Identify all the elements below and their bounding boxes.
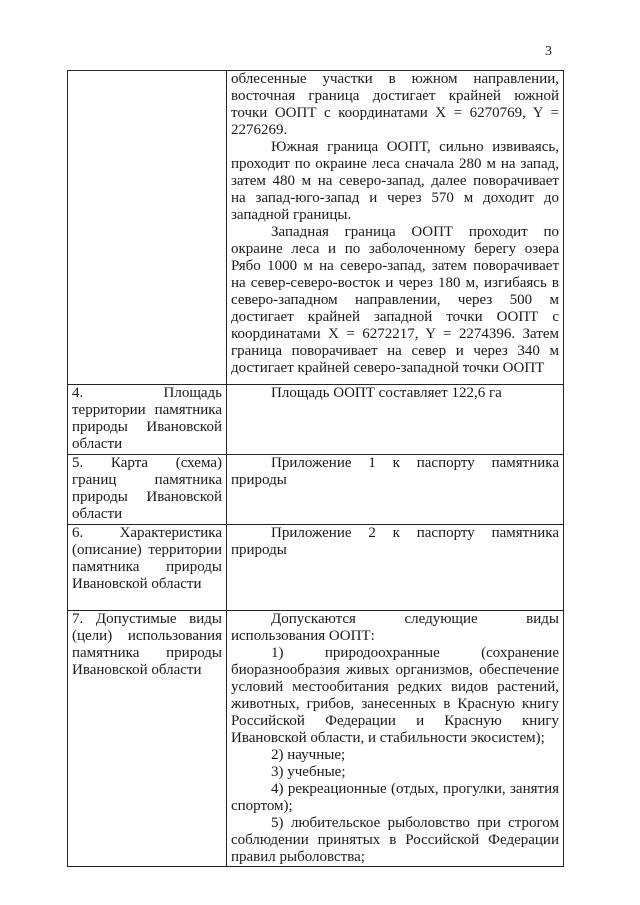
passport-table: [67, 70, 564, 867]
row-label: 6. Характеристика (описание) территории памятника природы Ивановской области: [68, 525, 227, 611]
paragraph: Допускаются следующие виды использования ООПТ:: [231, 611, 559, 644]
row-content: [227, 385, 564, 455]
paragraph: Западная граница ООПТ проходит по окраине леса и по заболоченному берегу озера Рябо 1000 м на северо-запад, затем поворачивает на север-северо-восток и через 180 м, изгибаясь в северо-западном направлении, через 500 м достигает крайней западной точки ООПТ с координатами X = 6272217, Y = 2274396. Затем граница поворачивает на север и через 340 м достигает крайней северо-западной точки ООПТ: [231, 224, 559, 376]
paragraph: 2) научные;: [271, 747, 346, 763]
table-row: [68, 385, 564, 455]
row-label: 5. Карта (схема) границ памятника природы Ивановской области: [68, 455, 227, 525]
paragraph: Южная граница ООПТ, сильно извиваясь, проходит по окраине леса сначала 280 м на запад, затем 480 м на северо-запад, далее поворачивает на запад-юго-запад и через 570 м доходит до западной границы.: [231, 139, 559, 223]
paragraph: 5) любительское рыболовство при строгом соблюдении принятых в Российской Федерации правил рыболовства;: [231, 815, 559, 865]
row-content: [227, 611, 564, 867]
table-row: [68, 611, 564, 867]
table-row: [68, 71, 564, 385]
paragraph: 3) учебные;: [271, 764, 346, 780]
table-row: [68, 455, 564, 525]
paragraph: 4) рекреационные (отдых, прогулки, занятия спортом);: [231, 781, 559, 814]
paragraph: 1) природоохранные (сохранение биоразнообразия живых организмов, обеспечение условий местообитания редких видов растений, животных, грибов, занесенных в Красную книгу Российской Федерации и Красную книгу Ивановской области, и стабильности экосистем);: [231, 645, 559, 746]
page-number: 3: [545, 44, 552, 59]
paragraph: облесенные участки в южном направлении, восточная граница достигает крайней южной точки ООПТ с координатами X = 6270769, Y = 2276269.: [231, 71, 559, 138]
paragraph: Приложение 2 к паспорту памятника природы: [231, 525, 559, 558]
row-label: 7. Допустимые виды (цели) использования памятника природы Ивановской области: [68, 611, 227, 867]
paragraph: Площадь ООПТ составляет 122,6 га: [271, 385, 502, 401]
row-content: [227, 525, 564, 611]
table-row: [68, 525, 564, 611]
row-content: [227, 455, 564, 525]
row-content: [227, 71, 564, 385]
paragraph: Приложение 1 к паспорту памятника природы: [231, 455, 559, 488]
row-label: [68, 71, 227, 385]
row-label: 4. Площадь территории памятника природы Ивановской области: [68, 385, 227, 455]
